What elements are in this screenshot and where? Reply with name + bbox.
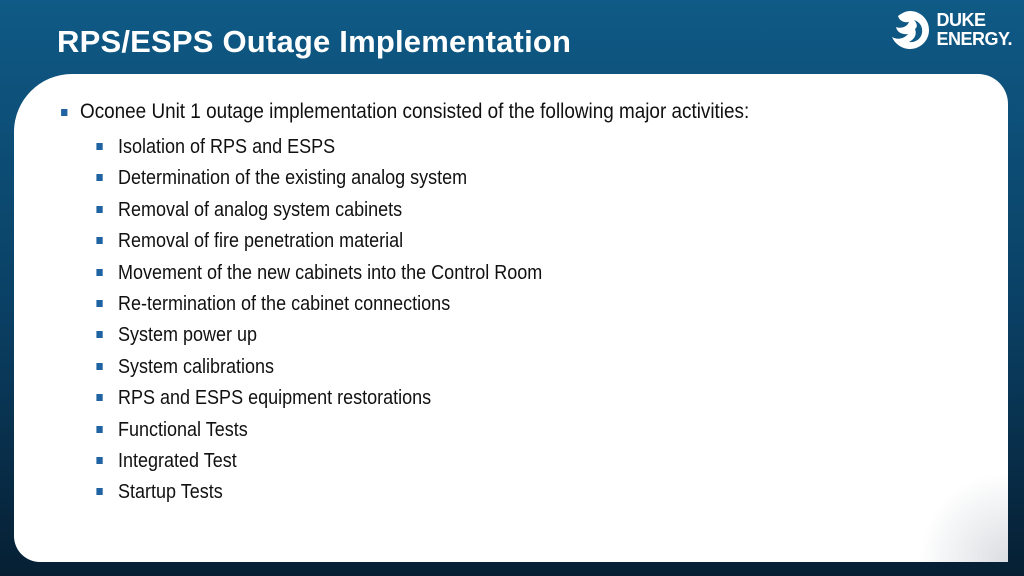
logo-text-line2: ENERGY. xyxy=(936,29,1012,49)
main-bullet-item xyxy=(80,100,749,124)
activity-text: Movement of the new cabinets into the Control Room xyxy=(118,261,543,284)
square-bullet-icon xyxy=(96,143,102,150)
activity-text: Functional Tests xyxy=(118,418,248,441)
activity-text: System calibrations xyxy=(118,355,275,378)
square-bullet-icon xyxy=(96,363,102,370)
activity-text: Removal of analog system cabinets xyxy=(118,198,403,221)
square-bullet-icon xyxy=(61,109,67,116)
main-bullet-list xyxy=(80,100,749,124)
activity-text: Removal of fire penetration material xyxy=(118,230,404,253)
activity-item xyxy=(118,135,542,166)
activity-item xyxy=(118,261,542,292)
slide-title: RPS/ESPS Outage Implementation xyxy=(57,24,572,59)
activity-text: System power up xyxy=(118,324,258,347)
activity-item xyxy=(118,323,542,354)
activity-item xyxy=(118,292,542,323)
duke-energy-logo xyxy=(888,8,1012,52)
activity-list xyxy=(118,135,542,512)
activity-text: Re-termination of the cabinet connections xyxy=(118,292,451,315)
logo-text-line1: DUKE xyxy=(936,10,986,30)
activity-text: Determination of the existing analog system xyxy=(118,167,468,190)
square-bullet-icon xyxy=(96,300,102,307)
square-bullet-icon xyxy=(96,457,102,464)
activity-item xyxy=(118,386,542,417)
activity-item xyxy=(118,229,542,260)
square-bullet-icon xyxy=(96,488,102,495)
activity-text: Startup Tests xyxy=(118,481,223,504)
square-bullet-icon xyxy=(96,206,102,213)
activity-text: Isolation of RPS and ESPS xyxy=(118,136,336,158)
activity-item xyxy=(118,480,542,511)
content-panel xyxy=(14,74,1008,562)
square-bullet-icon xyxy=(96,237,102,244)
square-bullet-icon xyxy=(96,426,102,433)
activity-item xyxy=(118,166,542,197)
activity-item xyxy=(118,418,542,449)
duke-energy-flame-icon xyxy=(888,8,932,52)
activity-item xyxy=(118,449,542,480)
main-bullet-text: Oconee Unit 1 outage implementation consisted of the following major activities: xyxy=(80,100,750,123)
square-bullet-icon xyxy=(96,394,102,401)
activity-text: Integrated Test xyxy=(118,449,237,472)
square-bullet-icon xyxy=(96,331,102,338)
square-bullet-icon xyxy=(96,174,102,181)
activity-text: RPS and ESPS equipment restorations xyxy=(118,387,432,410)
activity-item xyxy=(118,355,542,386)
logo-wordmark xyxy=(936,11,1012,49)
activity-item xyxy=(118,198,542,229)
square-bullet-icon xyxy=(96,269,102,276)
